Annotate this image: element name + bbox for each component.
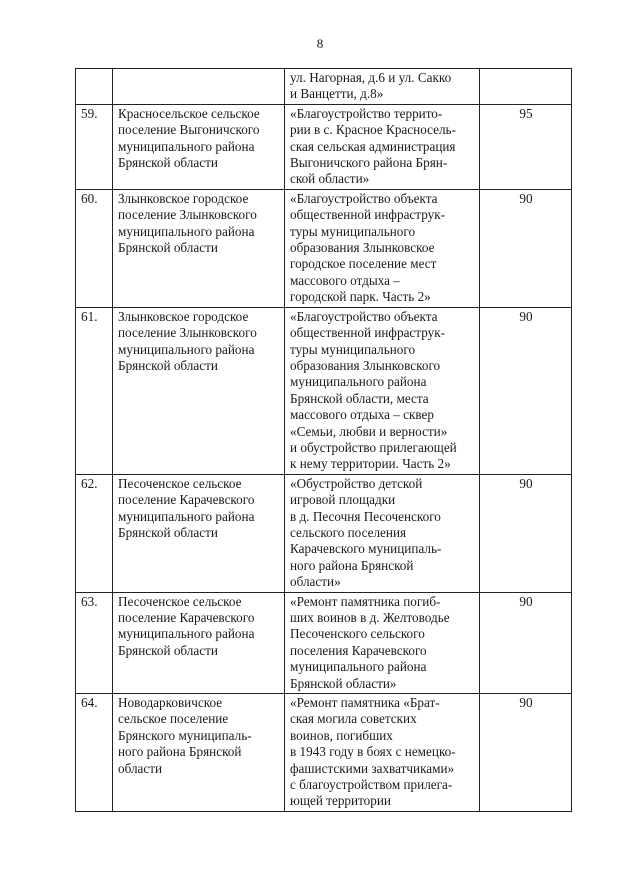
score-cell [480,307,572,474]
municipality-text: Злынковское городское поселение Злынковского муниципального района Брянской области [118,308,257,373]
project-name-text: ул. Нагорная, д.6 и ул. Сакко и Ванцетти, д.8» [290,70,452,102]
municipality-text: Красносельское сельское поселение Выгоничского муниципального района Брянской области [118,105,260,171]
municipality-cell [113,189,285,307]
municipality-text: Злынковское городское поселение Злынковского муниципального района Брянской области [118,190,257,256]
municipality-text: Песоченское сельское поселение Карачевского муниципального района Брянской области [118,593,255,658]
row-number-text: 62. [81,475,98,491]
municipality-cell [113,592,285,693]
score-cell [480,69,572,105]
table-row [76,592,572,693]
municipality-cell [113,307,285,474]
score-cell [480,592,572,693]
project-name-text: «Благоустройство объекта общественной инфраструк- туры муниципального образования Злынковского муниципального района Брянской области, места массового отдыха – сквер «Семьи, любви и верности» и обустройство прилегающей к нему территории. Часть 2» [290,308,457,472]
project-name-text: «Благоустройство объекта общественной инфраструк- туры муниципального образования Злынковское городское поселение мест массового отдыха – городской парк. Часть 2» [290,190,446,305]
score-cell [480,104,572,189]
row-number-cell [76,104,113,189]
project-name-cell [285,694,480,812]
document-table [75,68,572,812]
project-name-text: «Обустройство детской игровой площадки в д. Песочня Песоченского сельского поселения Карачевского муниципаль- ного района Брянской области» [290,475,442,590]
row-number-cell [76,474,113,592]
municipality-cell [113,694,285,812]
score-cell [480,694,572,812]
score-text: 90 [519,695,533,711]
row-number-text: 63. [81,593,98,609]
project-name-text: «Ремонт памятника «Брат- ская могила советских воинов, погибших в 1943 году в боях с немецко- фашистскими захватчиками» с благоустройством прилега- ющей территории [290,695,456,809]
table-row [76,474,572,592]
municipality-text: Песоченское сельское поселение Карачевского муниципального района Брянской области [118,475,255,540]
table-row [76,307,572,474]
project-name-cell [285,474,480,592]
row-number-cell [76,694,113,812]
table-row [76,69,572,105]
row-number-text: 60. [81,190,98,206]
project-name-text: «Благоустройство террито- рии в с. Красное Красносель- ская сельская администрация Выгоничского района Брян- ской области» [290,105,456,187]
row-number-cell [76,69,113,105]
row-number-cell [76,189,113,307]
project-name-cell [285,69,480,105]
project-name-cell [285,189,480,307]
project-name-cell [285,104,480,189]
table-row [76,189,572,307]
score-text: 90 [519,475,533,491]
municipality-text: Новодарковичское сельское поселение Брянского муниципаль- ного района Брянской области [118,695,252,776]
page-number: 8 [316,36,324,51]
score-cell [480,474,572,592]
project-name-cell [285,307,480,474]
row-number-cell [76,307,113,474]
score-cell [480,189,572,307]
score-text: 95 [519,105,533,121]
table-row [76,104,572,189]
project-name-cell [285,592,480,693]
score-text: 90 [519,308,533,324]
row-number-text: 59. [81,105,98,121]
municipality-cell [113,104,285,189]
project-name-text: «Ремонт памятника погиб- ших воинов в д. Желтоводье Песоченского сельского поселения Карачевского муниципального района Брянской области» [290,593,450,691]
municipality-cell [113,474,285,592]
score-text: 90 [519,190,533,206]
row-number-text: 64. [81,695,98,711]
municipality-cell [113,69,285,105]
table-body [76,69,572,812]
row-number-cell [76,592,113,693]
table-row [76,694,572,812]
row-number-text: 61. [81,308,98,324]
score-text: 90 [519,593,533,609]
